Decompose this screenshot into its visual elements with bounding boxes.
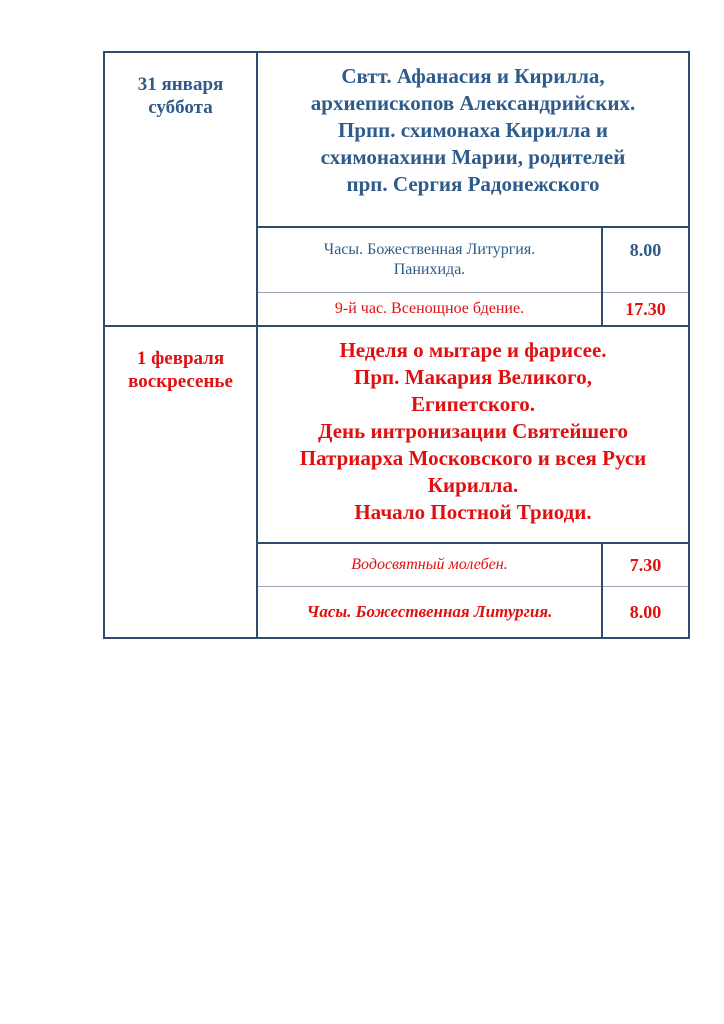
feast-line: Неделя о мытаре и фарисее. (339, 338, 607, 362)
day-date-cell (104, 52, 257, 326)
service-time: 17.30 (602, 293, 689, 327)
day-row (104, 52, 689, 227)
service-name-cell (257, 587, 602, 639)
feast-line: прп. Сергия Радонежского (346, 172, 600, 196)
feast-line: Патриарха Московского и всея Руси (299, 446, 647, 470)
day-weekday: суббота (148, 97, 213, 118)
service-time: 8.00 (602, 227, 689, 293)
day-date-cell (104, 326, 257, 638)
feast-line: Начало Постной Триоди. (354, 500, 592, 524)
service-name-cell (257, 543, 602, 587)
feast-line: День интронизации Святейшего (317, 419, 628, 443)
service-line: Панихида. (393, 261, 466, 278)
feast-line: Свтт. Афанасия и Кирилла, (341, 64, 605, 88)
feast-line: схимонахини Марии, родителей (320, 145, 626, 169)
service-line: Часы. Божественная Литургия. (306, 602, 553, 621)
schedule-table (103, 51, 690, 639)
service-line: 9-й час. Всенощное бдение. (334, 300, 525, 317)
feast-title-cell (257, 52, 689, 227)
day-weekday: воскресенье (128, 371, 233, 392)
day-row (104, 326, 689, 543)
feast-line: Прп. Макария Великого, (354, 365, 592, 389)
feast-title-cell (257, 326, 689, 543)
service-time: 7.30 (602, 543, 689, 587)
service-name-cell (257, 293, 602, 327)
day-date: 1 февраля (136, 348, 225, 369)
service-time: 8.00 (602, 587, 689, 639)
feast-line: архиепископов Александрийских. (310, 91, 636, 115)
feast-line: Прпп. схимонаха Кирилла и (338, 118, 608, 142)
feast-line: Кирилла. (427, 473, 519, 497)
service-line: Водосвятный молебен. (351, 556, 508, 573)
service-name-cell (257, 227, 602, 293)
service-line: Часы. Божественная Литургия. (323, 241, 536, 258)
day-date: 31 января (137, 74, 224, 95)
feast-line: Египетского. (410, 392, 536, 416)
